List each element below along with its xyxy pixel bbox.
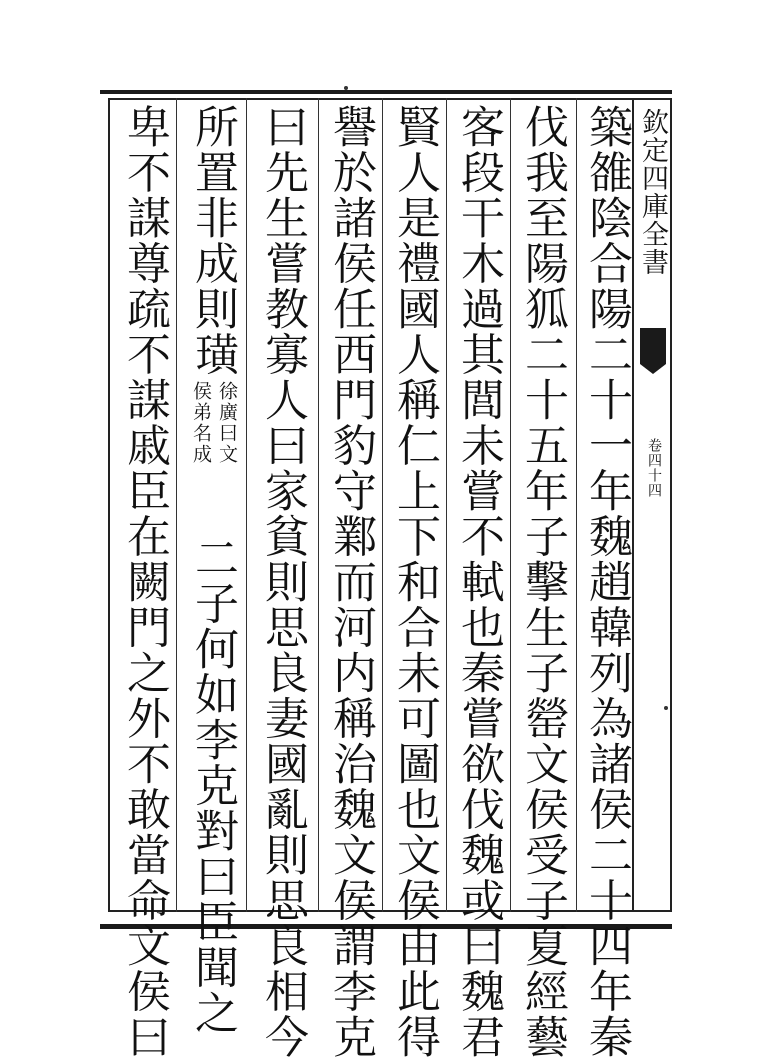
text-column-1: 築雒陰合陽二十一年魏趙韓列為諸侯二十四年秦 [581, 104, 632, 1060]
text-column-8: 卑不謀尊疏不謀戚臣在闕門之外不敢當命文侯曰 [119, 104, 170, 1060]
column-rule [446, 98, 447, 912]
margin-book-title: 欽定四庫全書 [637, 108, 668, 276]
text-column-2: 伐我至陽狐二十五年子擊生子罃文侯受子夏經藝 [517, 104, 568, 1060]
column-rule [576, 98, 577, 912]
text-column-3: 客段干木過其閭未嘗不軾也秦嘗欲伐魏或曰魏君 [453, 104, 504, 1060]
ink-speck [344, 86, 348, 90]
commentary-note-left: 侯弟名成 [190, 381, 212, 465]
commentary-note-right: 徐廣曰文 [216, 381, 238, 465]
text-column-5: 譽於諸侯任西門豹守鄴而河内稱治魏文侯謂李克 [325, 104, 376, 1060]
fishtail-mark-icon [640, 328, 666, 364]
column-7-continued-text: 二子何如李克對曰臣聞之 [187, 535, 238, 1036]
text-column-7 [184, 104, 240, 1036]
column-rule [318, 98, 319, 912]
column-7-main-text: 所置非成則璜 [187, 104, 238, 377]
text-column-6: 曰先生嘗教寡人曰家貧則思良妻國亂則思良相今 [257, 104, 308, 1060]
ink-speck [664, 706, 668, 710]
text-column-4: 賢人是禮國人稱仁上下和合未可圖也文侯由此得 [389, 104, 440, 1060]
column-rule [382, 98, 383, 912]
column-rule [246, 98, 247, 912]
commentary-note [188, 381, 240, 531]
column-rule [510, 98, 511, 912]
margin-volume-number: 卷四十四 [646, 438, 662, 498]
column-rule [176, 98, 177, 912]
